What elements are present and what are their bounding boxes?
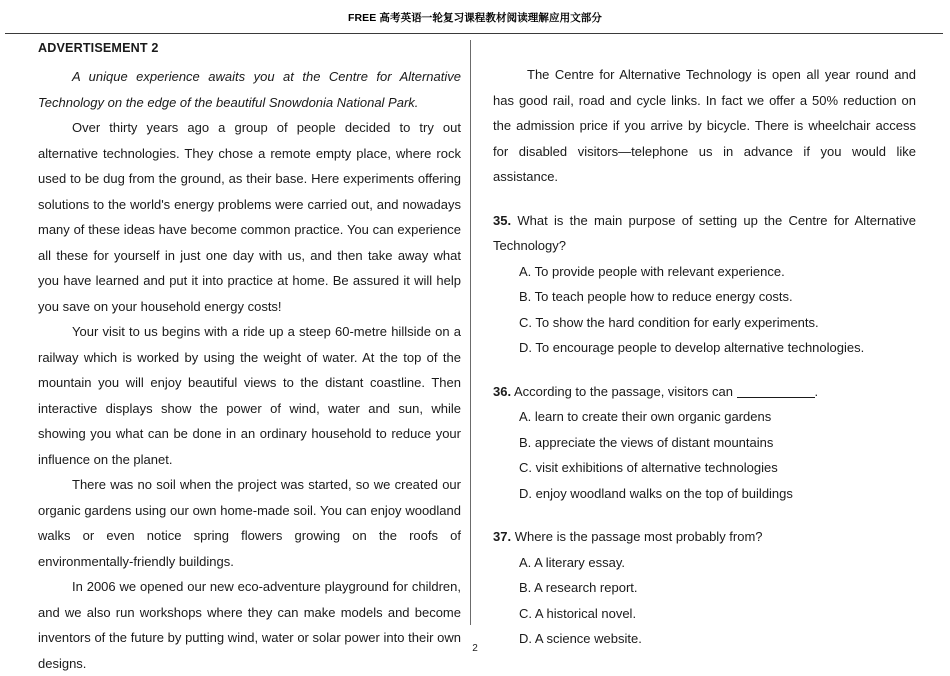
page-running-header [0,0,950,34]
question-number-37: 37. [493,529,512,544]
page-body [0,40,950,671]
question-stem-35 [493,208,916,259]
option-36-d[interactable]: D. enjoy woodland walks on the top of buildings [519,485,793,501]
question-text-37: Where is the passage most probably from? [514,529,763,544]
column-divider-line [470,40,471,625]
option-35-b[interactable]: B. To teach people how to reduce energy costs. [519,289,793,304]
question-block-37 [493,524,916,652]
question-block-35 [493,208,916,361]
question-stem-37 [493,524,916,550]
passage-paragraph-2: Your visit to us begins with a ride up a steep 60-metre hillside on a railway which is worked by using the weight of water. At the top of the mountain you will enjoy beautiful views to the distant coastline. Then interactive displays show the power of wind, water and sun, while showing you what can be done in an ordinary household to reduce your influence on the planet. [38,324,461,467]
running-header-title: FREE 高考英语一轮复习课程教材阅读理解应用文部分 [347,11,603,24]
option-36-c[interactable]: C. visit exhibitions of alternative technologies [519,460,778,475]
option-35-d[interactable]: D. To encourage people to develop alternative technologies. [519,340,865,355]
answer-blank-36 [737,397,815,398]
page-footer [0,638,950,656]
option-37-c[interactable]: C. A historical novel. [519,605,637,621]
right-column [493,40,916,652]
question-text-35: What is the main purpose of setting up the Centre for Alternative Technology? [493,212,916,253]
passage-paragraph-5: The Centre for Alternative Technology is open all year round and has good rail, road and cycle links. In fact we offer a 50% reduction on the admission price if you arrive by bicycle. There is wheelchair access for disabled visitors—telephone us in advance if you would like assistance. [493,67,916,184]
passage-paragraph-3: There was no soil when the project was started, so we created our organic gardens using our own home-made soil. You can enjoy woodland walks or even notice spring flowers growing on the roofs of environmentally-friendly buildings. [38,477,461,569]
question-number-35: 35. [493,212,512,228]
right-column-top-spacer [493,40,916,62]
option-36-b[interactable]: B. appreciate the views of distant mountains [519,434,774,450]
passage-paragraph-1: Over thirty years ago a group of people decided to try out alternative technologies. They chose a remote empty place, where rock used to be dug from the ground, as their base. Here experiments offering solutions to the world's energy problems were carried out, and nowadays many of these ideas have become common practice. You can experience all these for yourself in just one day with us, and then take away what you have learned and put it into practice at home. Be assured it will help you save on your household energy costs! [38,120,461,314]
left-column [38,40,461,676]
question-text-36: According to the passage, visitors can [513,383,737,399]
header-horizontal-rule [5,33,943,34]
question-text-36-tail: . [814,383,819,399]
option-37-a[interactable]: A. A literary essay. [519,554,625,570]
option-37-b[interactable]: B. A research report. [519,580,638,595]
question-stem-36 [493,379,916,405]
page-number: 2 [472,643,478,654]
section-title-advertisement: ADVERTISEMENT 2 [38,41,159,55]
question-block-36 [493,379,916,507]
passage-paragraph-4: In 2006 we opened our new eco-adventure playground for children, and we also run workshops where they can make models and become inventors of the future by putting wind, water or solar power into their own designs. [38,579,461,671]
passage-paragraph-intro: A unique experience awaits you at the Centre for Alternative Technology on the edge of the beautiful Snowdonia National Park. [38,69,461,110]
option-35-a[interactable]: A. To provide people with relevant experience. [519,263,785,279]
question-number-36: 36. [493,383,512,399]
option-36-a[interactable]: A. learn to create their own organic gardens [519,409,772,424]
option-35-c[interactable]: C. To show the hard condition for early experiments. [519,314,819,330]
option-37-d[interactable]: D. A science website. [519,631,642,646]
